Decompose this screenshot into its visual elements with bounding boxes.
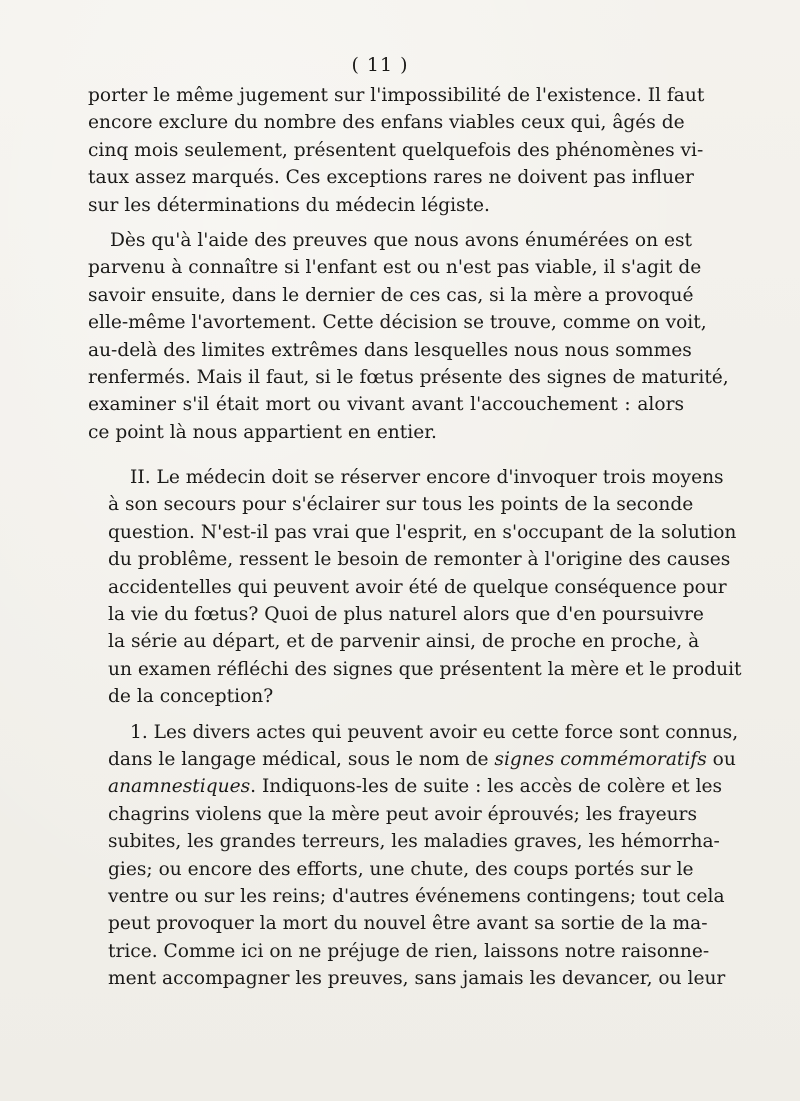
paragraph-2 — [88, 227, 729, 446]
text-line — [108, 746, 736, 773]
text-segment: ou — [706, 748, 736, 770]
page-number: ( 11 ) — [351, 54, 409, 76]
text-line: parvenu à connaître si l'enfant est ou n'est pas viable, il s'agit de — [88, 257, 702, 279]
paragraph-item-1 — [88, 719, 739, 993]
text-line: encore exclure du nombre des enfans viables ceux qui, âgés de — [88, 112, 685, 134]
text-line: du problême, ressent le besoin de remonter à l'origine des causes — [108, 549, 731, 571]
text-line: sur les déterminations du médecin légiste. — [88, 194, 490, 216]
text-line: examiner s'il était mort ou vivant avant l'accouchement : alors — [88, 394, 684, 416]
text-line: la vie du fœtus? Quoi de plus naturel alors que d'en poursuivre — [108, 604, 704, 626]
text-line: de la conception? — [108, 686, 274, 708]
text-segment: . Indiquons-les de suite : les accès de colère et les — [250, 776, 723, 798]
body-text — [88, 82, 742, 993]
text-line: cinq mois seulement, présentent quelquefois des phénomènes vi- — [88, 139, 704, 161]
italic-term: anamnestiques — [108, 776, 251, 798]
paragraph-section-II — [88, 464, 742, 711]
italic-term: signes commémoratifs — [494, 748, 707, 770]
text-line: ment accompagner les preuves, sans jamais les devancer, ou leur — [108, 968, 726, 990]
text-line: au-delà des limites extrêmes dans lesquelles nous nous sommes — [88, 339, 692, 361]
paragraph-1 — [88, 82, 705, 219]
text-line: chagrins violens que la mère peut avoir éprouvés; les frayeurs — [108, 803, 697, 825]
text-line: ventre ou sur les reins; d'autres événemens contingens; tout cela — [108, 885, 725, 907]
text-line: taux assez marqués. Ces exceptions rares ne doivent pas influer — [88, 167, 694, 189]
text-line: II. Le médecin doit se réserver encore d'invoquer trois moyens — [130, 467, 724, 489]
text-line: 1. Les divers actes qui peuvent avoir eu cette force sont connus, — [130, 721, 739, 743]
text-line: à son secours pour s'éclairer sur tous les points de la seconde — [108, 494, 694, 516]
text-line — [108, 773, 723, 800]
text-line: trice. Comme ici on ne préjuge de rien, laissons notre raisonne- — [108, 940, 710, 962]
text-line: ce point là nous appartient en entier. — [88, 421, 437, 443]
text-line: porter le même jugement sur l'impossibilité de l'existence. Il faut — [88, 85, 705, 106]
text-line: gies; ou encore des efforts, une chute, des coups portés sur le — [108, 858, 694, 880]
text-line: peut provoquer la mort du nouvel être avant sa sortie de la ma- — [108, 913, 708, 935]
text-line: un examen réfléchi des signes que présentent la mère et le produit — [108, 658, 742, 680]
text-line: savoir ensuite, dans le dernier de ces cas, si la mère a provoqué — [88, 284, 694, 306]
text-line: accidentelles qui peuvent avoir été de quelque conséquence pour — [108, 576, 727, 598]
text-line: la série au départ, et de parvenir ainsi, de proche en proche, à — [108, 631, 700, 653]
text-line: subites, les grandes terreurs, les maladies graves, les hémorrha- — [108, 831, 720, 853]
text-line: Dès qu'à l'aide des preuves que nous avons énumérées on est — [110, 229, 692, 251]
text-segment: dans le langage médical, sous le nom de — [108, 748, 495, 770]
text-line: renfermés. Mais il faut, si le fœtus présente des signes de maturité, — [88, 366, 729, 388]
text-line: question. N'est-il pas vrai que l'esprit, en s'occupant de la solution — [108, 521, 737, 543]
text-line: elle-même l'avortement. Cette décision se trouve, comme on voit, — [88, 312, 707, 334]
